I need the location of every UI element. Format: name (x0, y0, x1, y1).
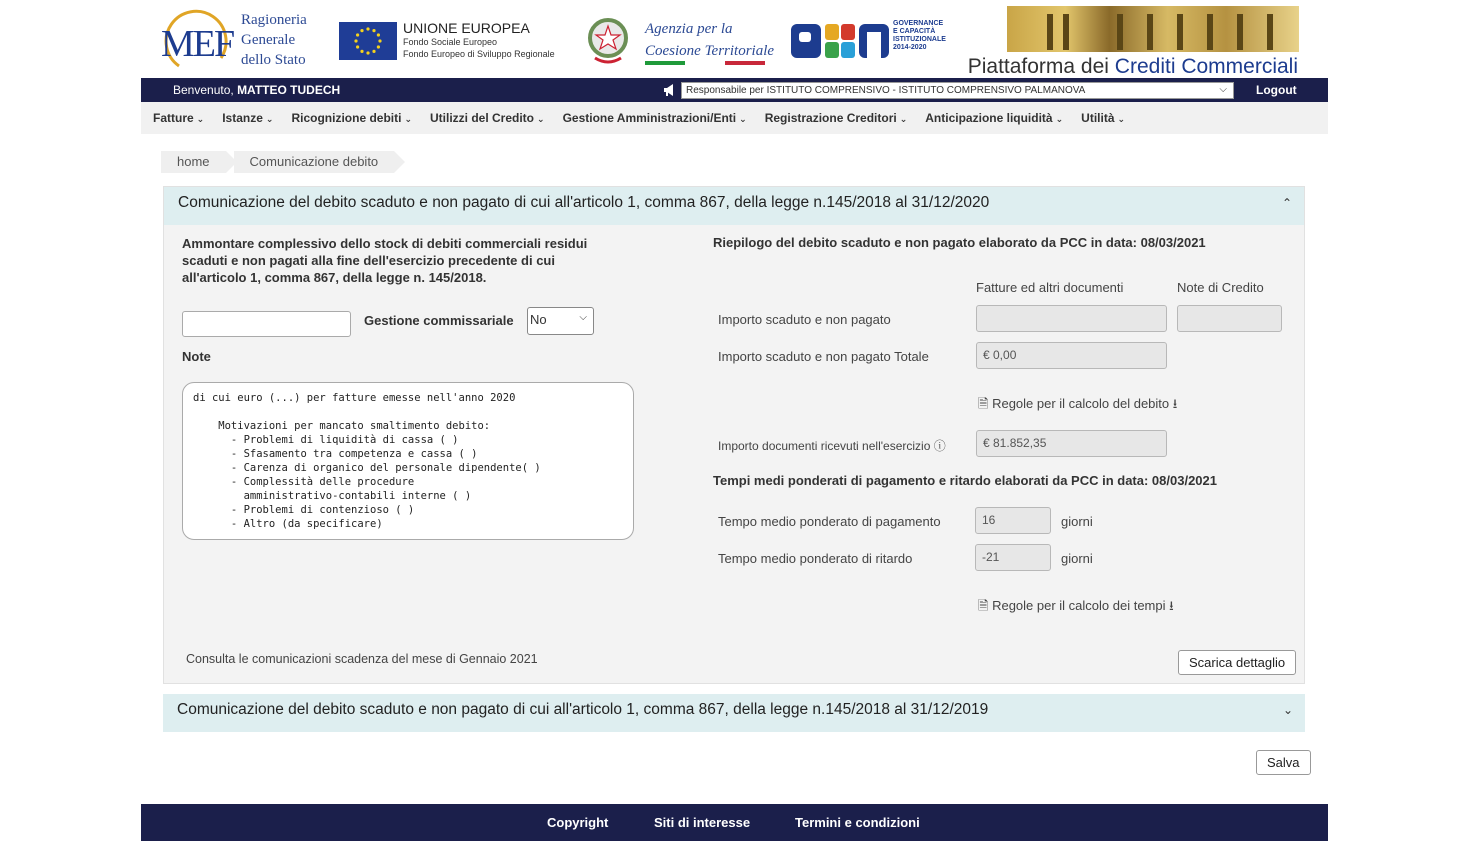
responsabile-select-value: Responsabile per ISTITUTO COMPRENSIVO - ISTITUTO COMPRENSIVO PALMANOVA (686, 85, 1086, 96)
rgs-line-1: Ragioneria (241, 12, 307, 28)
megaphone-icon (662, 82, 678, 98)
gestione-label: Gestione commissariale (364, 313, 514, 328)
nav-label: Anticipazione liquidità (925, 111, 1053, 125)
eu-title: UNIONE EUROPEA (403, 20, 530, 36)
mef-logo (161, 8, 234, 72)
panel-2019-title: Comunicazione del debito scaduto e non pagato di cui all'articolo 1, comma 867, della legge n.145/2018 al 31/12/2019 (177, 701, 989, 718)
salva-button[interactable]: Salva (1256, 750, 1311, 775)
tempo-pagamento-field: 16 (975, 507, 1051, 534)
chevron-down-icon: ⌄ (899, 114, 908, 124)
regole-debito-link[interactable] (978, 395, 1177, 417)
importo-fatture-field (976, 305, 1167, 332)
nav-item-utilizzi-credito[interactable] (430, 111, 545, 125)
nav-item-anticipazione-liquidita[interactable] (925, 111, 1063, 125)
footer (141, 804, 1328, 841)
panel-2020 (163, 186, 1305, 684)
pon-sub-3: ISTITUZIONALE (893, 36, 946, 43)
user-name: MATTEO TUDECH (237, 83, 341, 97)
riepilogo-title: Riepilogo del debito scaduto e non pagato elaborato da PCC in data: 08/03/2021 (713, 235, 1206, 250)
pon-sub-2: E CAPACITÀ (893, 28, 936, 35)
platform-title-bold: Crediti Commerciali (1114, 55, 1298, 78)
regole-tempi-label: Regole per il calcolo dei tempi (992, 598, 1166, 613)
mef-logo-text: MEF (161, 23, 234, 65)
chevron-down-icon: ⌄ (1055, 114, 1064, 124)
nav-item-registrazione-creditori[interactable] (765, 111, 908, 125)
scarica-dettaglio-button[interactable]: Scarica dettaglio (1178, 650, 1296, 675)
panel-2019-header[interactable] (163, 694, 1305, 732)
nav-item-utilita[interactable] (1081, 111, 1125, 125)
eu-sub1: Fondo Sociale Europeo (403, 37, 498, 47)
importo-totale-label: Importo scaduto e non pagato Totale (718, 349, 929, 364)
rgs-logo-text (241, 10, 307, 70)
main-nav (141, 102, 1328, 134)
file-icon: 🗎 (978, 598, 989, 613)
responsabile-select[interactable] (681, 82, 1234, 99)
chevron-down-icon: ⌄ (1282, 703, 1293, 717)
download-icon: ⭳ (1169, 598, 1174, 613)
chevron-down-icon: ⌄ (404, 114, 412, 124)
page (141, 0, 1328, 841)
giorni-label-2: giorni (1061, 551, 1093, 566)
nav-item-gestione-amministrazioni[interactable] (563, 111, 747, 125)
nav-label: Gestione Amministrazioni/Enti (562, 111, 737, 125)
importo-note-field (1177, 305, 1282, 332)
rgs-line-2: Generale (241, 32, 296, 48)
col-note-header: Note di Credito (1177, 280, 1264, 295)
tempo-ritardo-label: Tempo medio ponderato di ritardo (718, 551, 913, 566)
header (141, 0, 1328, 78)
breadcrumb-current: Comunicazione debito (234, 151, 395, 173)
pon-subtitle (893, 20, 946, 52)
pon-logo (791, 18, 891, 73)
stock-label-line-3: all'articolo 1, comma 867, della legge n. 145/2018. (182, 270, 487, 285)
eu-sub2: Fondo Europeo di Sviluppo Regionale (403, 49, 555, 59)
chevron-down-icon: ⌄ (196, 114, 205, 124)
chevron-up-icon: ⌃ (1281, 196, 1292, 210)
chevron-down-icon: ⌄ (1117, 114, 1126, 124)
eu-text (403, 20, 555, 60)
pon-sub-4: 2014-2020 (893, 44, 927, 51)
footer-siti-link[interactable]: Siti di interesse (654, 815, 751, 830)
documenti-label-text: Importo documenti ricevuti nell'esercizio (718, 439, 931, 453)
agenzia-line-2: Coesione Territoriale (645, 43, 775, 59)
breadcrumb (161, 151, 402, 173)
welcome-prefix: Benvenuto, (173, 83, 238, 97)
chevron-down-icon: ⌄ (537, 114, 545, 124)
stock-label (182, 235, 622, 286)
chevron-down-icon: ⌄ (739, 114, 747, 124)
importo-label: Importo scaduto e non pagato (718, 312, 891, 327)
platform-title (968, 55, 1298, 79)
agenzia-logo (645, 18, 774, 62)
giorni-label-1: giorni (1061, 514, 1093, 529)
nav-item-fatture[interactable] (153, 111, 204, 125)
breadcrumb-home[interactable]: home (161, 151, 226, 173)
stock-label-line-1: Ammontare complessivo dello stock di debiti commerciali residui (182, 236, 588, 251)
documenti-label (718, 437, 946, 454)
welcome-text (173, 83, 340, 97)
note-label: Note (182, 349, 211, 364)
tempo-ritardo-field: -21 (975, 544, 1051, 571)
nav-label: Registrazione Creditori (764, 111, 897, 125)
stock-label-line-2: scaduti e non pagati alla fine dell'esercizio precedente di cui (182, 253, 555, 268)
documenti-field: € 81.852,35 (976, 430, 1167, 457)
nav-item-istanze[interactable] (222, 111, 273, 125)
nav-label: Utilità (1081, 111, 1115, 125)
panel-2020-title: Comunicazione del debito scaduto e non pagato di cui all'articolo 1, comma 867, della legge n.145/2018 al 31/12/2020 (178, 194, 990, 211)
importo-totale-field: € 0,00 (976, 342, 1167, 369)
agenzia-tricolor (645, 61, 765, 65)
col-fatture-header: Fatture ed altri documenti (976, 280, 1124, 295)
gestione-select[interactable] (527, 307, 594, 335)
nav-item-ricognizione-debiti[interactable] (291, 111, 412, 125)
gestione-select-value: No (530, 312, 547, 327)
eu-flag-icon (339, 22, 397, 60)
nav-label: Utilizzi del Credito (430, 111, 535, 125)
regole-tempi-link[interactable] (978, 597, 1174, 619)
info-icon[interactable]: ⓘ (933, 439, 946, 453)
tempi-title: Tempi medi ponderati di pagamento e ritardo elaborati da PCC in data: 08/03/2021 (713, 473, 1217, 488)
tempo-pagamento-label: Tempo medio ponderato di pagamento (718, 514, 941, 529)
panel-2020-header[interactable] (164, 187, 1304, 225)
footer-copyright-link[interactable]: Copyright (547, 815, 609, 830)
footer-termini-link[interactable]: Termini e condizioni (795, 815, 920, 830)
logout-link[interactable]: Logout (1256, 83, 1297, 97)
platform-title-prefix: Piattaforma dei (967, 55, 1115, 78)
italian-emblem-icon (585, 14, 631, 66)
platform-banner-image (1007, 6, 1299, 52)
nav-label: Fatture (153, 111, 194, 125)
agenzia-line-1: Agenzia per la (645, 21, 733, 37)
regole-debito-label: Regole per il calcolo del debito (992, 396, 1170, 411)
pon-sub-1: GOVERNANCE (893, 20, 944, 27)
consulta-link[interactable]: Consulta le comunicazioni scadenza del mese di Gennaio 2021 (186, 652, 538, 666)
nav-label: Istanze (222, 111, 263, 125)
pon-logo-icon (791, 18, 891, 64)
stock-amount-input[interactable] (182, 311, 351, 337)
top-bar (141, 78, 1328, 102)
chevron-down-icon: ⌵ (579, 312, 587, 323)
chevron-down-icon: ⌄ (265, 114, 274, 124)
file-icon: 🗎 (978, 396, 989, 411)
chevron-down-icon: ⌵ (1219, 84, 1227, 95)
rgs-line-3: dello Stato (241, 52, 306, 68)
note-textarea[interactable]: di cui euro (...) per fatture emesse nell'anno 2020 Motivazioni per mancato smaltimento debito: - Problemi di liquidità di cassa ( ) - Sfasamento tra competenza e cassa ( ) - Carenza di organico del personale dipendente( ) - Complessità delle procedure amministrativo-contabili interne ( ) - Problemi di contenzioso ( ) - Altro (da specificare) (182, 382, 634, 540)
nav-label: Ricognizione debiti (291, 111, 402, 125)
download-icon: ⭳ (1172, 396, 1178, 411)
